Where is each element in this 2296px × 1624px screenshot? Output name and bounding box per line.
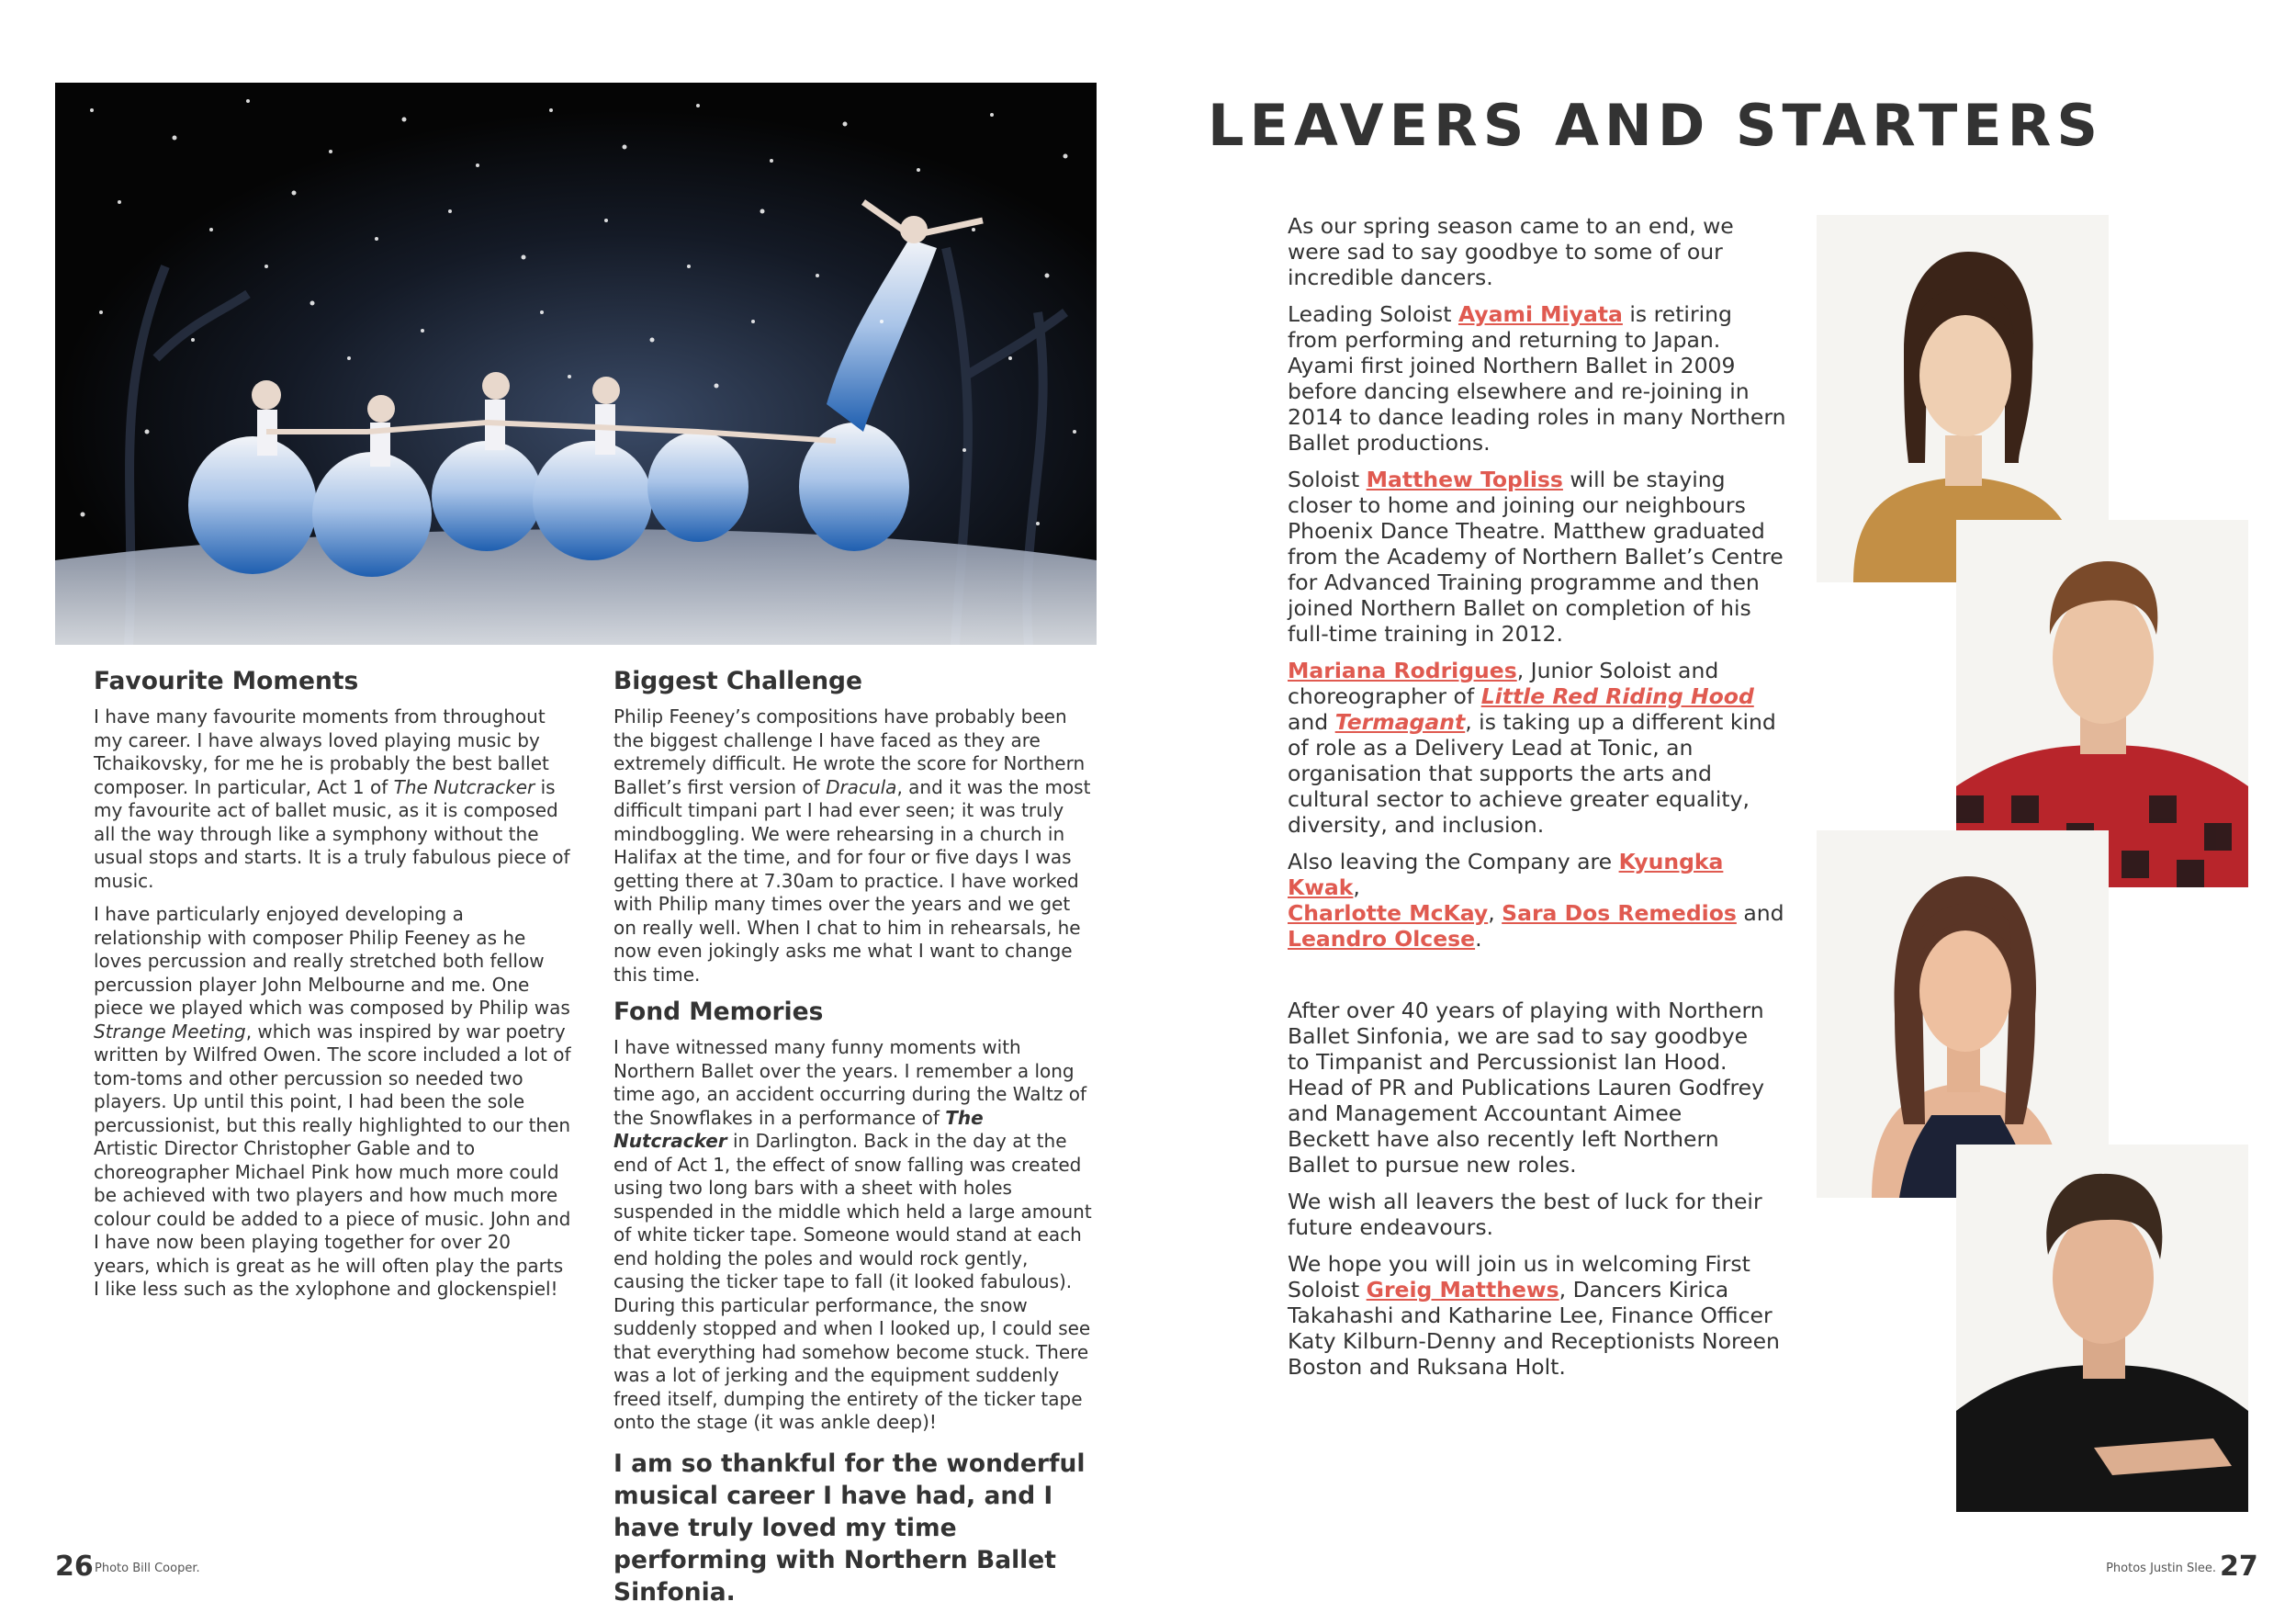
portrait-woman-navy-top <box>1817 830 2109 1198</box>
also-leaving-paragraph: Also leaving the Company are Kyungka Kwak, Charlotte McKay, Sara Dos Remedios and Leandro Olcese. <box>1288 849 1784 952</box>
page-number-left: 26 <box>55 1551 94 1583</box>
photo-credit-right: Photos Justin Slee. <box>2106 1562 2216 1575</box>
fond-memories-heading: Fond Memories <box>613 998 824 1026</box>
portrait-man-black-shirt <box>1956 1145 2248 1512</box>
favourite-moments-heading: Favourite Moments <box>94 667 359 695</box>
greig-matthews-link[interactable]: Greig Matthews <box>1366 1277 1559 1303</box>
welcome-paragraph: We hope you will join us in welcoming First Soloist Greig Matthews, Dancers Kirica Takahashi and Katharine Lee, Finance Officer Katy Kilburn-Denny and Receptionists Noreen Boston and Ruksana Holt. <box>1288 1251 1780 1380</box>
best-wishes-paragraph: We wish all leavers the best of luck for their future endeavours. <box>1288 1189 1762 1240</box>
pull-quote: I am so thankful for the wonderful musical career I have had, and I have truly loved my time performing with Northern Ballet Sinfonia. <box>613 1449 1086 1607</box>
sinfonia-paragraph: After over 40 years of playing with Northern Ballet Sinfonia, we are sad to say goodbye to Timpanist and Percussionist Ian Hood. Head of PR and Publications Lauren Godfrey and Management Accountant Aimee Beckett have also recently left Northern Ballet to pursue new roles. <box>1288 998 1765 1178</box>
little-red-riding-hood-link[interactable]: Little Red Riding Hood <box>1480 683 1754 709</box>
photo-credit-left: Photo Bill Cooper. <box>95 1562 200 1575</box>
mariana-rodrigues-link[interactable]: Mariana Rodrigues <box>1288 658 1517 683</box>
challenge-memories-column <box>613 667 1095 1608</box>
charlotte-mckay-link[interactable]: Charlotte McKay <box>1288 900 1489 926</box>
mariana-paragraph: Mariana Rodrigues, Junior Soloist and choreographer of Little Red Riding Hood and Termagant, is taking up a different kind of role as a Delivery Lead at Tonic, an organisation that supports the arts and cultural sector to achieve greater equality, diversity, and inclusion. <box>1288 658 1776 838</box>
favourite-moments-section <box>94 667 571 1312</box>
sara-dos-remedios-link[interactable]: Sara Dos Remedios <box>1502 900 1737 926</box>
matthew-topliss-link[interactable]: Matthew Topliss <box>1366 467 1563 492</box>
intro-paragraph: As our spring season came to an end, we were sad to say goodbye to some of our incredible dancers. <box>1288 213 1734 290</box>
portrait-greig-matthews <box>1956 1145 2248 1512</box>
biggest-challenge-paragraph: Philip Feeney’s compositions have probably been the biggest challenge I have faced as they are extremely difficult. He wrote the score for Northern Ballet’s first version of Dracula, and it was the most difficult timpani part I had ever seen; it was truly mindboggling. We were rehearsing in a church in Halifax at the time, and for four or five days I was getting there at 7.30am to practice. I have worked with Philip many times over the years and we get on really well. When I chat to him in rehearsals, he now even jokingly asks me what I want to change this time. <box>613 705 1091 986</box>
page-number-right: 27 <box>2220 1551 2258 1583</box>
ayami-paragraph: Leading Soloist Ayami Miyata is retiring from performing and returning to Japan. Ayami first joined Northern Ballet in 2009 before dancing elsewhere and re-joining in 2014 to dance leading roles in many Northern Ballet productions. <box>1288 301 1786 456</box>
kyungka-kwak-link[interactable]: Kyungka Kwak <box>1288 849 1724 900</box>
ayami-miyata-link[interactable]: Ayami Miyata <box>1458 301 1623 327</box>
favourite-moments-paragraph-1: I have many favourite moments from throughout my career. I have always loved playing music by Tchaikovsky, for me he is probably the best ballet composer. In particular, Act 1 of The Nutcracker is my favourite act of ballet music, as it is composed all the way through like a symphony without the usual stops and starts. It is a truly fabulous piece of music. <box>94 705 570 892</box>
page-title: LEAVERS AND STARTERS <box>1208 92 2103 159</box>
fond-memories-paragraph: I have witnessed many funny moments with Northern Ballet over the years. I remember a long time ago, an accident occurring during the Waltz of the Snowflakes in a performance of The Nutcracker in Darlington. Back in the day at the end of Act 1, the effect of snow falling was created using two long bars with a sheet with holes suspended in the middle which held a large amount of white ticker tape. Someone would stand at each end holding the poles and would rock gently, causing the ticker tape to fall (it looked fabulous). During this particular performance, the snow suddenly stopped and when I looked up, I could see that everything had somehow become stuck. There was a lot of jerking and the equipment suddenly freed itself, dumping the entirety of the ticker tape onto the stage (it was ankle deep)! <box>613 1036 1092 1433</box>
leandro-olcese-link[interactable]: Leandro Olcese <box>1288 926 1476 952</box>
portrait-mariana-rodrigues <box>1817 830 2109 1198</box>
leavers-starters-text <box>1288 213 1788 1391</box>
matthew-paragraph: Soloist Matthew Topliss will be staying closer to home and joining our neighbours Phoenix Dance Theatre. Matthew graduated from the Academy of Northern Ballet’s Centre for Advanced Training programme and then joined Northern Ballet on completion of his full-time training in 2012. <box>1288 467 1784 647</box>
termagant-link[interactable]: Termagant <box>1334 709 1466 735</box>
snow-dance-illustration <box>55 83 1097 645</box>
favourite-moments-paragraph-2: I have particularly enjoyed developing a relationship with composer Philip Feeney as he loves percussion and really stretched both fellow percussion player John Melbourne and me. One piece we played which was composed by Philip was Strange Meeting, which was inspired by war poetry written by Wilfred Owen. The score included a lot of tom-toms and other percussion so needed two players. Up until this point, I had been the sole percussionist, but this really highlighted to our then Artistic Director Christopher Gable and to choreographer Michael Pink how much more could be achieved with two players and how much more colour could be added to a piece of music. John and I have now been playing together for over 20 years, which is great as he will often play the parts I like less such as the xylophone and glockenspiel! <box>94 903 571 1300</box>
biggest-challenge-heading: Biggest Challenge <box>613 667 863 695</box>
snow-dance-photo <box>55 83 1097 645</box>
